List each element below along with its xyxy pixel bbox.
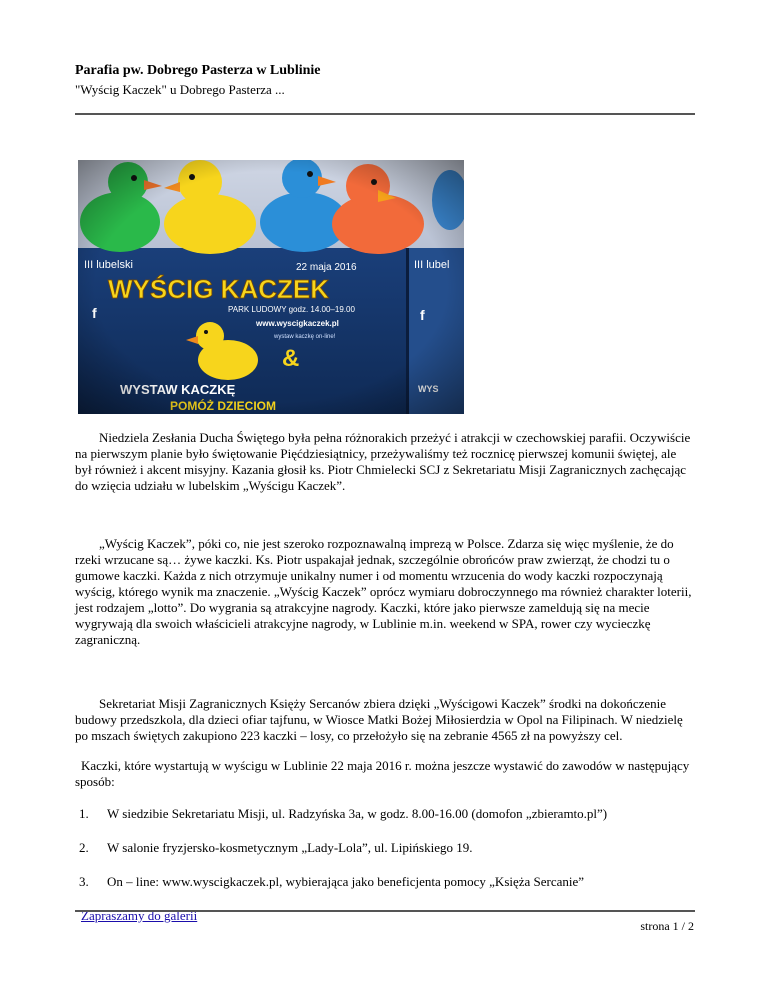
footer-divider (75, 910, 695, 912)
header-divider (75, 113, 695, 115)
paragraph-mission: Sekretariat Misji Zagranicznych Księży Sercanów zbiera dzięki „Wyścigowi Kaczek” środki na dokończenie budowy przedszkola, dla dzieci ofiar tajfunu, w Wiosce Matki Bożej Miłosierdzia w Opol na Filipinach. W niedzielę po mszach świętych zakupiono 223 kaczki – losy, co przełożyło się na zebranie 4565 zł na powyższy cel. (75, 696, 683, 743)
list-item-text: W salonie fryzjersko-kosmetycznym „Lady-Lola”, ul. Lipińskiego 19. (107, 840, 473, 855)
list-item-number: 2. (79, 840, 89, 855)
page-number: strona 1 / 2 (640, 919, 694, 933)
gallery-link[interactable]: Zapraszamy do galerii (81, 908, 198, 923)
list-item (75, 806, 695, 822)
duck-race-poster-image (78, 160, 464, 414)
article-subtitle: "Wyścig Kaczek" u Dobrego Pasterza ... (75, 82, 285, 97)
list-item (75, 874, 695, 890)
list-item-text: On – line: www.wyscigkaczek.pl, wybierająca jako beneficjenta pomocy „Księża Sercanie” (107, 874, 585, 889)
paragraph-how-to-enter: Kaczki, które wystartują w wyścigu w Lublinie 22 maja 2016 r. można jeszcze wystawić do zawodów w następujący sposób: (75, 758, 690, 789)
paragraph-race-explained: „Wyścig Kaczek”, póki co, nie jest szeroko rozpoznawalną imprezą w Polsce. Zdarza się więc myślenie, że do rzeki wrzucane są… żywe kaczki. Ks. Piotr uspakajał jednak, szczególnie obrońców praw zwierząt, że chodzi tu o gumowe kaczki. Każda z nich otrzymuje unikalny numer i od momentu wrzucenia do wody kaczki rozpoczynają wyścig, którego wynik ma znaczenie. „Wyścig Kaczek” oprócz wymiaru dobroczynnego ma również charakter loterii, jest rodzajem „lotto”. Do wygrania są atrakcyjne nagrody. Kaczki, które jako pierwsze zameldują się na mecie wygrywają dla swoich właścicieli atrakcyjne nagrody, w Lublinie m.in. weekend w SPA, rower czy wycieczkę zagraniczną. (75, 536, 692, 647)
list-item (75, 840, 695, 856)
page-header (75, 62, 695, 98)
article-photo (78, 160, 464, 414)
paragraph-intro: Niedziela Zesłania Ducha Świętego była pełna różnorakich przeżyć i atrakcji w czechowskiej parafii. Oczywiście na pierwszym planie było świętowanie Pięćdziesiątnicy, przeżywaliśmy też rocznicę pierwszej komunii świętej, ale był również i akcent misyjny. Kazania głosił ks. Piotr Chmielecki SCJ z Sekretariatu Misji Zagranicznych zachęcając do wzięcia udziału w lubelskim „Wyścigu Kaczek”. (75, 430, 691, 493)
list-item-number: 3. (79, 874, 89, 889)
article-body (75, 430, 695, 924)
list-item-text: W siedzibie Sekretariatu Misji, ul. Radzyńska 3a, w godz. 8.00-16.00 (domofon „zbieramto.pl”) (107, 806, 608, 821)
entry-options-list (75, 806, 695, 890)
site-title: Parafia pw. Dobrego Pasterza w Lublinie (75, 63, 321, 78)
list-item-number: 1. (79, 806, 89, 821)
